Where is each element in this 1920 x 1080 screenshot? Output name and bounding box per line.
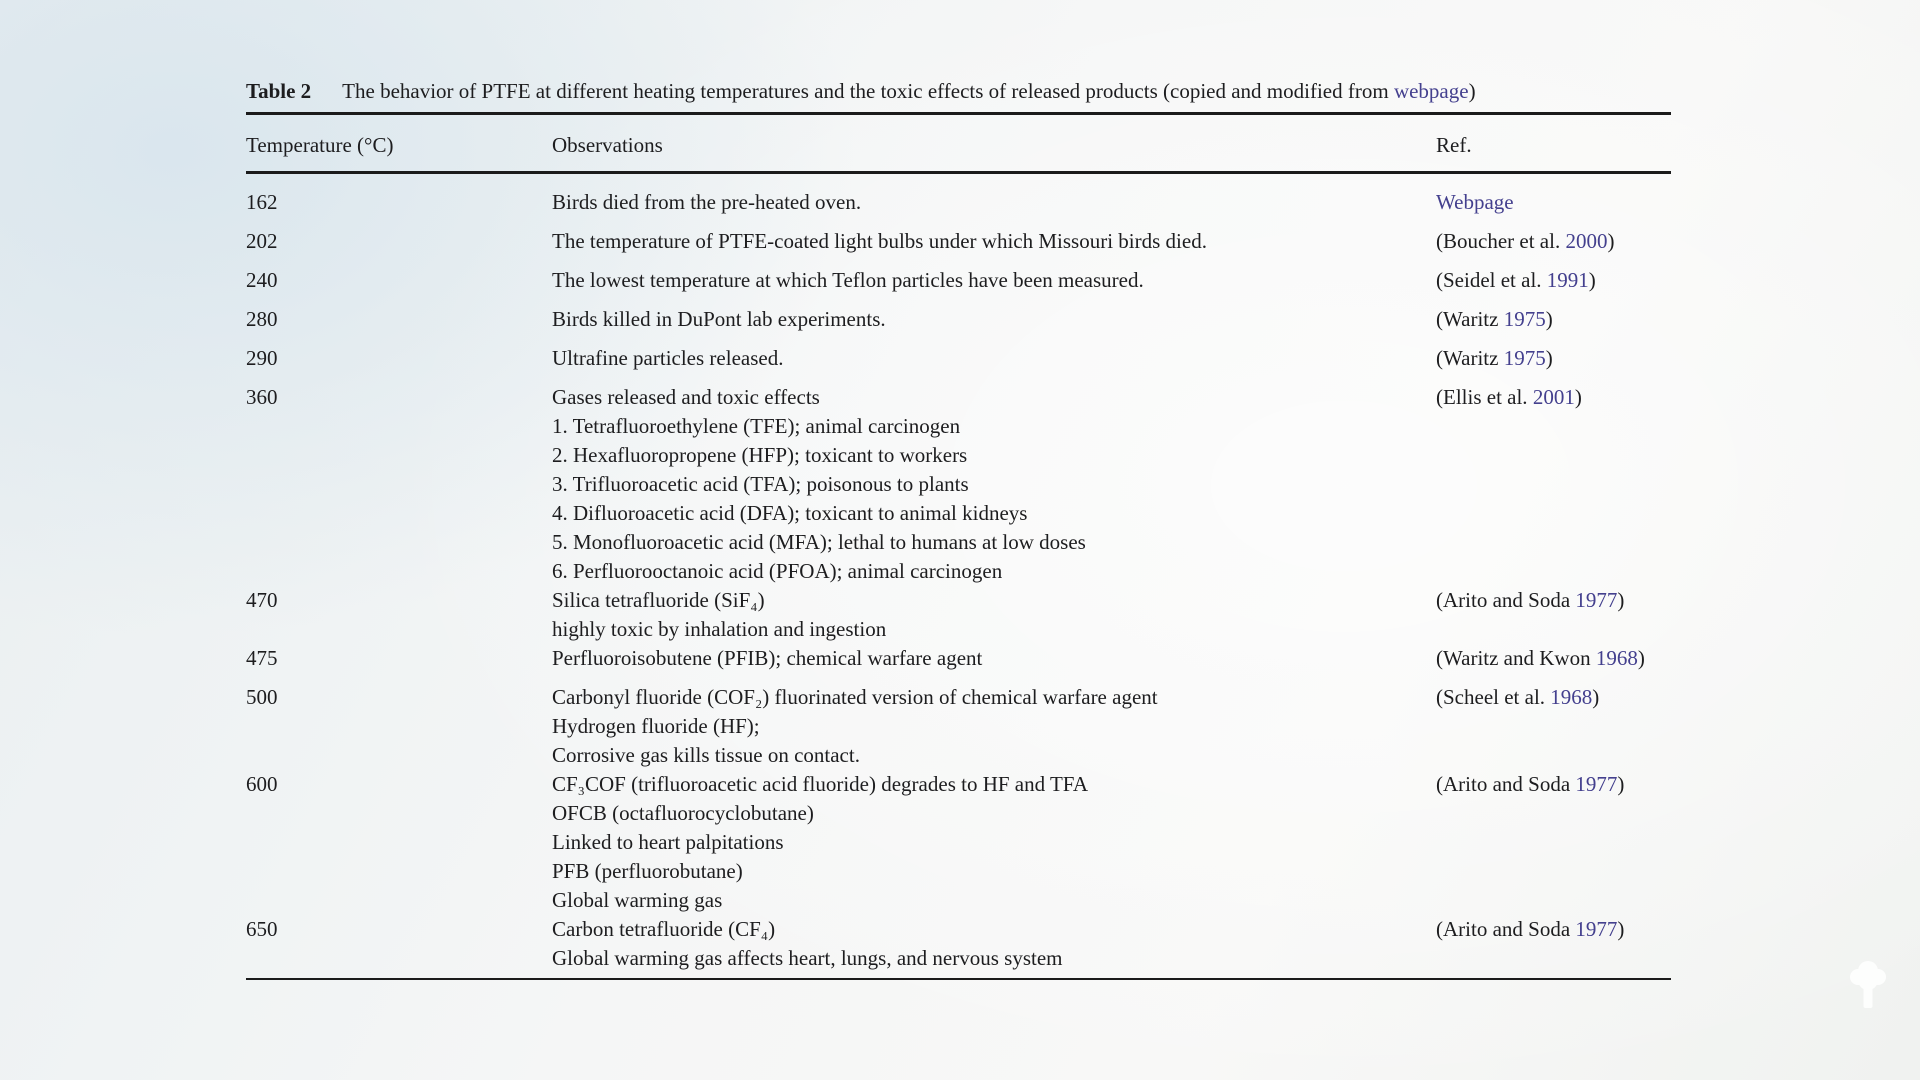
- ref-post: ): [1545, 346, 1553, 370]
- caption-webpage-link[interactable]: webpage: [1393, 79, 1469, 103]
- ref-post: ): [1588, 268, 1596, 292]
- observation-line: Linked to heart palpitations: [552, 830, 784, 854]
- ref-citation-link[interactable]: 1968: [1595, 646, 1638, 670]
- ref-cell: [1436, 305, 1671, 334]
- ref-cell: [1436, 266, 1671, 295]
- table-row: [246, 586, 1671, 644]
- observation-line: 4. Difluoroacetic acid (DFA); toxicant to animal kidneys: [552, 501, 1028, 525]
- temperature-cell: 202: [246, 229, 278, 253]
- ref-cell: [1436, 644, 1671, 673]
- observation-line: Birds killed in DuPont lab experiments.: [552, 307, 886, 331]
- ref-cell: [1436, 770, 1671, 799]
- observation-line: Silica tetrafluoride (SiF₄): [552, 588, 765, 612]
- table-body: [246, 174, 1671, 973]
- ref-post: ): [1574, 385, 1582, 409]
- observation-line: 5. Monofluoroacetic acid (MFA); lethal to humans at low doses: [552, 530, 1086, 554]
- table-row: [246, 770, 1671, 915]
- ref-citation-link[interactable]: 1977: [1575, 588, 1618, 612]
- observations-cell: [552, 344, 1436, 373]
- ref-post: ): [1637, 646, 1645, 670]
- ref-pre: (Boucher et al.: [1436, 229, 1566, 253]
- observation-line: highly toxic by inhalation and ingestion: [552, 617, 887, 641]
- table-row: [246, 266, 1671, 295]
- header-ref: Ref.: [1436, 133, 1472, 157]
- observation-line: Carbon tetrafluoride (CF₄): [552, 917, 776, 941]
- ref-pre: (Waritz and Kwon: [1436, 646, 1596, 670]
- ref-pre: (Seidel et al.: [1436, 268, 1547, 292]
- ref-pre: (Waritz: [1436, 307, 1504, 331]
- ref-pre: (Scheel et al.: [1436, 685, 1551, 709]
- observation-line: 3. Trifluoroacetic acid (TFA); poisonous to plants: [552, 472, 969, 496]
- observation-line: Global warming gas affects heart, lungs, and nervous system: [552, 946, 1063, 970]
- observation-line: 1. Tetrafluoroethylene (TFE); animal carcinogen: [552, 414, 961, 438]
- observations-cell: [552, 915, 1436, 973]
- observations-cell: [552, 188, 1436, 217]
- observations-cell: [552, 383, 1436, 586]
- temperature-cell: 162: [246, 190, 278, 214]
- ref-citation-link[interactable]: 1991: [1546, 268, 1589, 292]
- table-row: [246, 305, 1671, 334]
- ref-citation-link[interactable]: Webpage: [1436, 190, 1514, 214]
- ref-post: ): [1617, 588, 1625, 612]
- ref-post: ): [1617, 772, 1625, 796]
- ref-pre: (Arito and Soda: [1436, 772, 1576, 796]
- temperature-cell: 280: [246, 307, 278, 331]
- ref-citation-link[interactable]: 1968: [1550, 685, 1593, 709]
- observations-cell: [552, 305, 1436, 334]
- table-caption-text: The behavior of PTFE at different heating temperatures and the toxic effects of released products (copied and modified from: [342, 79, 1394, 103]
- ref-cell: [1436, 915, 1671, 944]
- table-2: [246, 77, 1671, 980]
- observations-cell: [552, 770, 1436, 915]
- temperature-cell: 470: [246, 588, 278, 612]
- observation-line: OFCB (octafluorocyclobutane): [552, 801, 814, 825]
- ref-citation-link[interactable]: 1975: [1503, 346, 1546, 370]
- observations-cell: [552, 683, 1436, 770]
- ref-pre: (Arito and Soda: [1436, 588, 1576, 612]
- ref-pre: (Arito and Soda: [1436, 917, 1576, 941]
- temperature-cell: 600: [246, 772, 278, 796]
- observation-line: Global warming gas: [552, 888, 723, 912]
- ref-pre: (Waritz: [1436, 346, 1504, 370]
- observation-line: 2. Hexafluoropropene (HFP); toxicant to workers: [552, 443, 968, 467]
- table-row: [246, 644, 1671, 673]
- observation-line: Gases released and toxic effects: [552, 385, 820, 409]
- observation-line: CF₃COF (trifluoroacetic acid fluoride) degrades to HF and TFA: [552, 772, 1089, 796]
- observations-cell: [552, 586, 1436, 644]
- temperature-cell: 475: [246, 646, 278, 670]
- header-temperature: Temperature (°C): [246, 133, 394, 157]
- temperature-cell: 240: [246, 268, 278, 292]
- observation-line: Corrosive gas kills tissue on contact.: [552, 743, 860, 767]
- ref-cell: [1436, 586, 1671, 615]
- temperature-cell: 500: [246, 685, 278, 709]
- ref-post: ): [1607, 229, 1615, 253]
- table-caption: [246, 77, 1671, 106]
- ref-post: ): [1545, 307, 1553, 331]
- observations-cell: [552, 644, 1436, 673]
- ref-citation-link[interactable]: 1975: [1503, 307, 1546, 331]
- ref-cell: [1436, 344, 1671, 373]
- observation-line: Hydrogen fluoride (HF);: [552, 714, 760, 738]
- ref-citation-link[interactable]: 1977: [1575, 772, 1618, 796]
- ref-post: ): [1592, 685, 1600, 709]
- temperature-cell: 360: [246, 385, 278, 409]
- header-observations: Observations: [552, 133, 663, 157]
- table-row: [246, 344, 1671, 373]
- observation-line: Birds died from the pre-heated oven.: [552, 190, 862, 214]
- table-caption-suffix: ): [1468, 79, 1476, 103]
- temperature-cell: 290: [246, 346, 278, 370]
- temperature-cell: 650: [246, 917, 278, 941]
- ref-citation-link[interactable]: 2000: [1565, 229, 1608, 253]
- observation-line: The temperature of PTFE-coated light bulbs under which Missouri birds died.: [552, 229, 1207, 253]
- observation-line: Ultrafine particles released.: [552, 346, 784, 370]
- table-row: [246, 383, 1671, 586]
- ref-post: ): [1617, 917, 1625, 941]
- cursor-artifact-icon: [1846, 958, 1890, 1015]
- ref-cell: [1436, 188, 1671, 217]
- ref-cell: [1436, 683, 1671, 712]
- observation-line: Carbonyl fluoride (COF₂) fluorinated version of chemical warfare agent: [552, 685, 1158, 709]
- observation-line: The lowest temperature at which Teflon particles have been measured.: [552, 268, 1144, 292]
- observations-cell: [552, 227, 1436, 256]
- ref-cell: [1436, 227, 1671, 256]
- ref-pre: (Ellis et al.: [1436, 385, 1533, 409]
- table-bottom-rule: [246, 978, 1671, 980]
- ref-cell: [1436, 383, 1671, 412]
- table-caption-number: Table 2: [246, 79, 312, 103]
- table-row: [246, 227, 1671, 256]
- observations-cell: [552, 266, 1436, 295]
- ref-citation-link[interactable]: 1977: [1575, 917, 1618, 941]
- ref-citation-link[interactable]: 2001: [1532, 385, 1575, 409]
- table-row: [246, 683, 1671, 770]
- observation-line: 6. Perfluorooctanoic acid (PFOA); animal carcinogen: [552, 559, 1003, 583]
- table-row: [246, 915, 1671, 973]
- observation-line: PFB (perfluorobutane): [552, 859, 743, 883]
- observation-line: Perfluoroisobutene (PFIB); chemical warfare agent: [552, 646, 983, 670]
- table-header-row: [246, 115, 1671, 171]
- table-row: [246, 188, 1671, 217]
